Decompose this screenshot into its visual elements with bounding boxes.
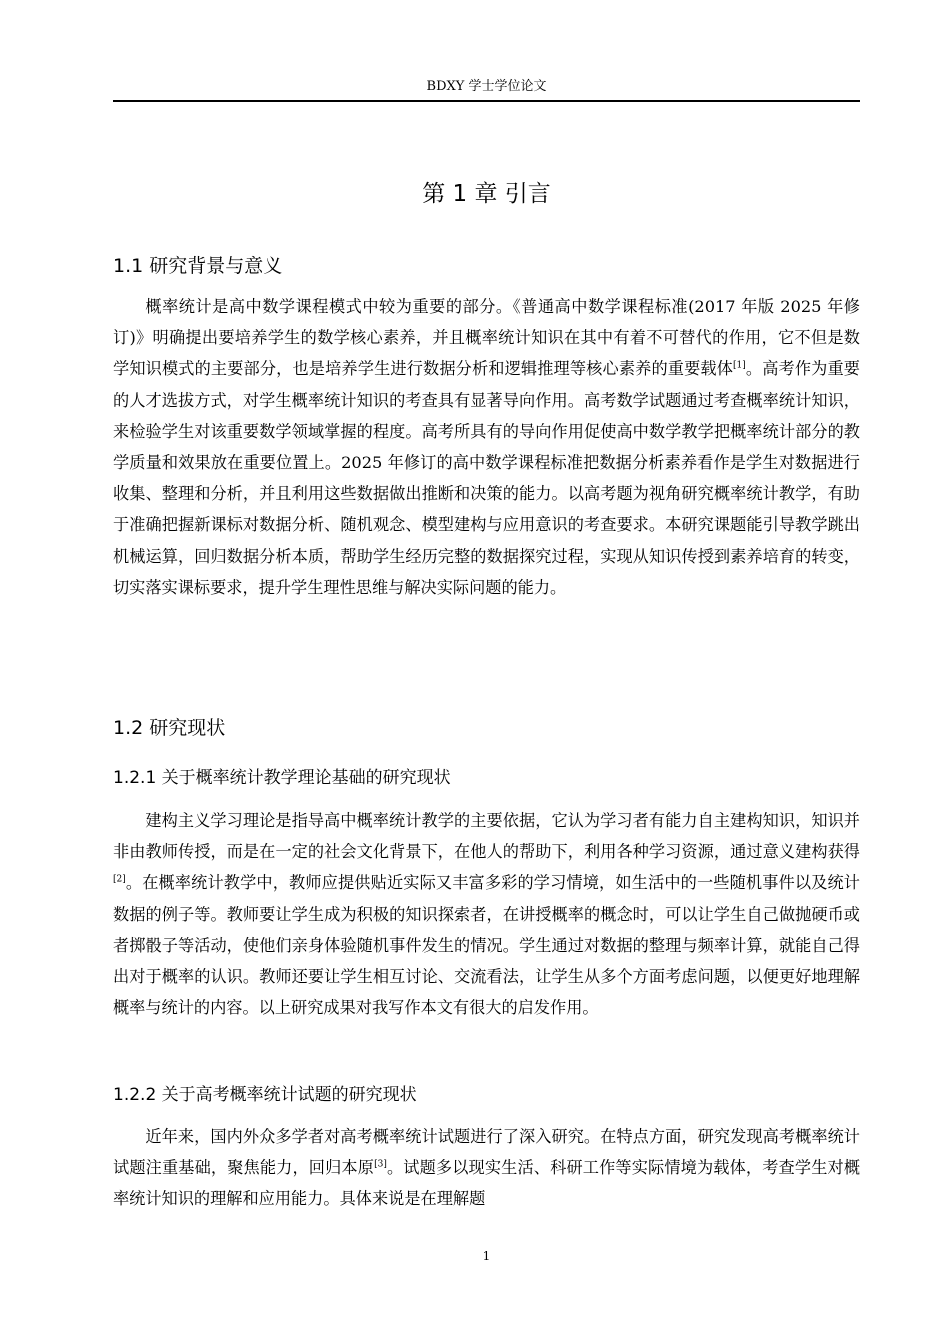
paragraph-background [113, 291, 860, 603]
citation-ref: [1] [733, 361, 746, 372]
paragraph-exam-research [113, 1121, 860, 1215]
chapter-title: 第 1 章 引言 [422, 181, 551, 207]
citation-ref: [3] [374, 1159, 387, 1170]
subsection-heading-1-2-1: 1.2.1 关于概率统计教学理论基础的研究现状 [113, 768, 451, 788]
section-heading-1-2: 1.2 研究现状 [113, 717, 226, 739]
section-heading-1-1: 1.1 研究背景与意义 [113, 255, 283, 277]
paragraph-text: 。高考作为重要的人才选拔方式，对学生概率统计知识的考查具有显著导向作用。高考数学试题通过考查概率统计知识，来检验学生对该重要数学领域掌握的程度。高考所具有的导向作用促使高中数学教学把概率统计部分的教学质量和效果放在重要位置上。2025 年修订的高中数学课程标准把数据分析素养看作是学生对数据进行收集、整理和分析，并且利用这些数据做出推断和决策的能力。以高考题为视角研究概率统计教学，有助于准确把握新课标对数据分析、随机观念、模型建构与应用意识的考查要求。本研究课题能引导教学跳出机械运算，回归数据分析本质，帮助学生经历完整的数据探究过程，实现从知识传授到素养培育的转变，切实落实课标要求，提升学生理性思维与解决实际问题的能力。 [113, 359, 860, 597]
subsection-heading-1-2-2: 1.2.2 关于高考概率统计试题的研究现状 [113, 1085, 417, 1105]
paragraph-text: 建构主义学习理论是指导高中概率统计教学的主要依据，它认为学习者有能力自主建构知识，知识并非由教师传授，而是在一定的社会文化背景下，在他人的帮助下，利用各种学习资源，通过意义建构获得 [113, 811, 860, 862]
header-rule [113, 100, 860, 102]
paragraph-text: 概率统计是高中数学课程模式中较为重要的部分。《普通高中数学课程标准(2017 年版 2025 年修订)》明确提出要培养学生的数学核心素养，并且概率统计知识在其中有着不可替代的作用，它不但是数学知识模式的主要部分，也是培养学生进行数据分析和逻辑推理等核心素养的重要载体 [113, 297, 860, 379]
page-number: 1 [482, 1249, 491, 1263]
paragraph-theory [113, 805, 860, 1023]
paragraph-text: 。在概率统计教学中，教师应提供贴近实际又丰富多彩的学习情境，如生活中的一些随机事件以及统计数据的例子等。教师要让学生成为积极的知识探索者，在讲授概率的概念时，可以让学生自己做抛硬币或者掷骰子等活动，使他们亲身体验随机事件发生的情况。学生通过对数据的整理与频率计算，就能自己得出对于概率的认识。教师还要让学生相互讨论、交流看法，让学生从多个方面考虑问题，以便更好地理解概率与统计的内容。以上研究成果对我写作本文有很大的启发作用。 [113, 873, 860, 1018]
citation-ref: [2] [113, 875, 126, 886]
paragraph-text: 。试题多以现实生活、科研工作等实际情境为载体，考查学生对概率统计知识的理解和应用能力。具体来说是在理解题 [113, 1158, 861, 1209]
paragraph-text: 近年来，国内外众多学者对高考概率统计试题进行了深入研究。在特点方面，研究发现高考概率统计试题注重基础，聚焦能力，回归本原 [113, 1127, 860, 1178]
running-header: BDXY 学士学位论文 [426, 79, 547, 94]
